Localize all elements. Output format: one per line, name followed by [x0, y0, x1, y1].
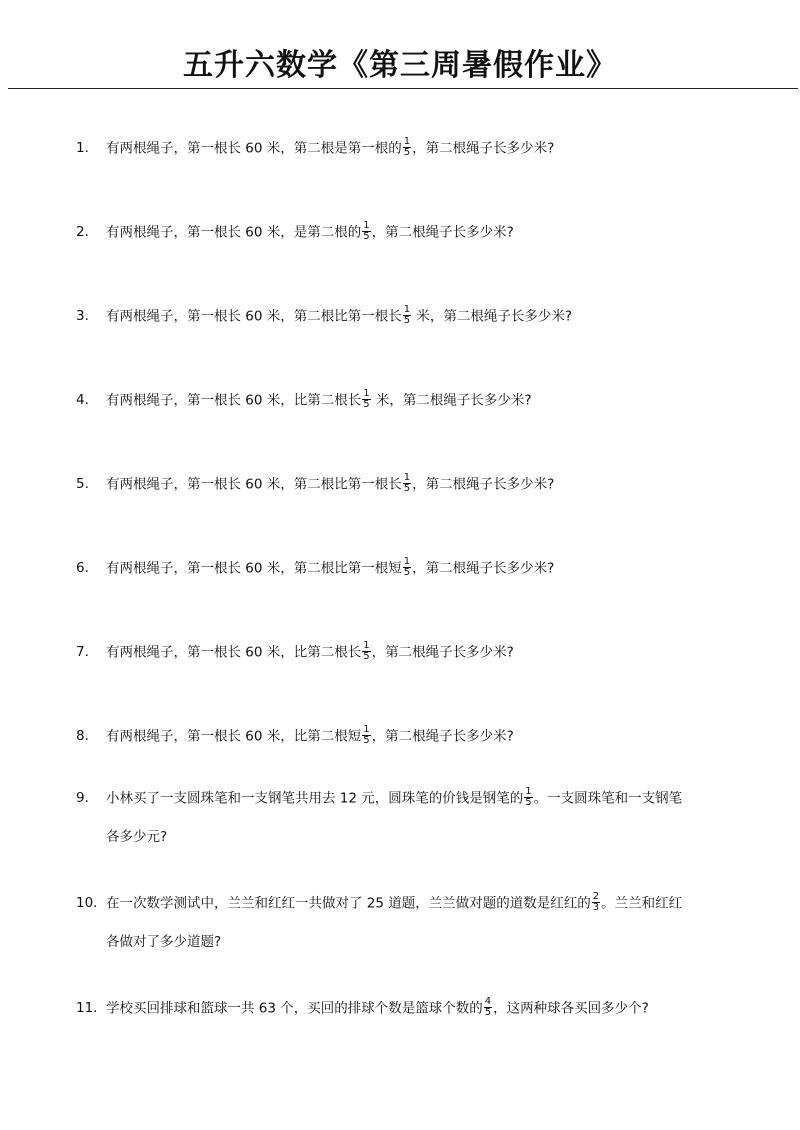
fraction: [524, 787, 532, 808]
fraction-denominator: 5: [363, 651, 370, 662]
problem-text-end: ，第二根绳子长多少米?: [371, 728, 514, 745]
problem-text-line2: 各多少元?: [106, 829, 168, 845]
fraction: [403, 473, 411, 494]
problem-text-end: 。兰兰和红红: [601, 895, 683, 912]
fraction: [484, 997, 492, 1018]
problem-text: 有两根绳子，第一根长 60 米，第二根比第一根长: [106, 476, 402, 493]
page-title: 五升六数学《第三周暑假作业》: [183, 48, 617, 83]
problem-number: 8.: [76, 728, 89, 744]
fraction-numerator: 1: [403, 556, 411, 567]
problem-text-end: ，第二根绳子长多少米?: [412, 560, 555, 577]
problem-text: 有两根绳子，第一根长 60 米，第二根比第一根长: [106, 308, 402, 325]
fraction: [362, 221, 370, 242]
problem-number: 5.: [76, 476, 89, 492]
problem-number: 7.: [76, 644, 89, 660]
problem-number: 9.: [76, 790, 89, 806]
fraction-denominator: 3: [592, 902, 600, 913]
problem-text: 有两根绳子，第一根长 60 米，比第二根长: [106, 392, 362, 409]
problem-text-end: ，第二根绳子长多少米?: [412, 476, 555, 493]
problem-number: 1.: [76, 140, 89, 156]
fraction-numerator: 1: [403, 304, 411, 315]
problem-number: 6.: [76, 560, 89, 576]
problem-text: 在一次数学测试中，兰兰和红红一共做对了 25 道题，兰兰做对题的道数是红红的: [106, 895, 591, 912]
fraction-denominator: 5: [363, 735, 370, 746]
fraction-denominator: 5: [403, 567, 411, 578]
problem-text: 学校买回排球和篮球一共 63 个，买回的排球个数是篮球个数的: [106, 1000, 483, 1017]
problem-text: 有两根绳子，第一根长 60 米，第二根比第一根短: [106, 560, 402, 577]
fraction-denominator: 5: [363, 399, 370, 410]
fraction-numerator: 1: [403, 136, 411, 147]
fraction-numerator: 2: [592, 891, 600, 902]
fraction: [403, 137, 411, 158]
fraction-numerator: 1: [403, 472, 411, 483]
fraction-denominator: 5: [363, 231, 370, 242]
problem-text-end: ，第二根绳子长多少米?: [412, 140, 555, 157]
problem-text: 小林买了一支圆珠笔和一支钢笔共用去 12 元，圆珠笔的价钱是钢笔的: [106, 790, 524, 807]
fraction-numerator: 4: [484, 996, 492, 1007]
problem-text: 有两根绳子，第一根长 60 米，比第二根短: [106, 728, 362, 745]
problem-text-end: ，这两种球各买回多少个?: [493, 1000, 649, 1017]
problem-number: 10.: [76, 895, 98, 911]
problem-text-end: ，第二根绳子长多少米?: [371, 224, 514, 241]
fraction-denominator: 5: [403, 315, 411, 326]
fraction: [362, 389, 370, 410]
fraction-numerator: 1: [363, 640, 370, 651]
problem-text-end: 米，第二根绳子长多少米?: [371, 392, 532, 409]
problem-text-end: 。一支圆珠笔和一支钢笔: [533, 790, 683, 807]
fraction: [403, 305, 411, 326]
problem-text-end: ，第二根绳子长多少米?: [371, 644, 514, 661]
fraction-denominator: 5: [403, 147, 411, 158]
fraction-numerator: 1: [525, 786, 532, 797]
problem-text: 有两根绳子，第一根长 60 米，比第二根长: [106, 644, 362, 661]
fraction: [403, 557, 411, 578]
fraction: [362, 641, 370, 662]
problem-text-end: 米，第二根绳子长多少米?: [412, 308, 573, 325]
title-divider: [8, 88, 798, 89]
fraction-denominator: 5: [484, 1007, 492, 1018]
fraction-numerator: 1: [363, 220, 370, 231]
problem-text-line2: 各做对了多少道题?: [106, 934, 222, 950]
fraction-numerator: 1: [363, 724, 370, 735]
problem-text: 有两根绳子，第一根长 60 米，第二根是第一根的: [106, 140, 402, 157]
problem-text: 有两根绳子，第一根长 60 米，是第二根的: [106, 224, 362, 241]
problem-number: 2.: [76, 224, 89, 240]
problem-number: 11.: [76, 1000, 98, 1016]
fraction-denominator: 5: [403, 483, 411, 494]
fraction: [592, 892, 600, 913]
problem-number: 4.: [76, 392, 89, 408]
fraction-numerator: 1: [363, 388, 370, 399]
fraction: [362, 725, 370, 746]
problem-number: 3.: [76, 308, 89, 324]
fraction-denominator: 5: [525, 797, 532, 808]
